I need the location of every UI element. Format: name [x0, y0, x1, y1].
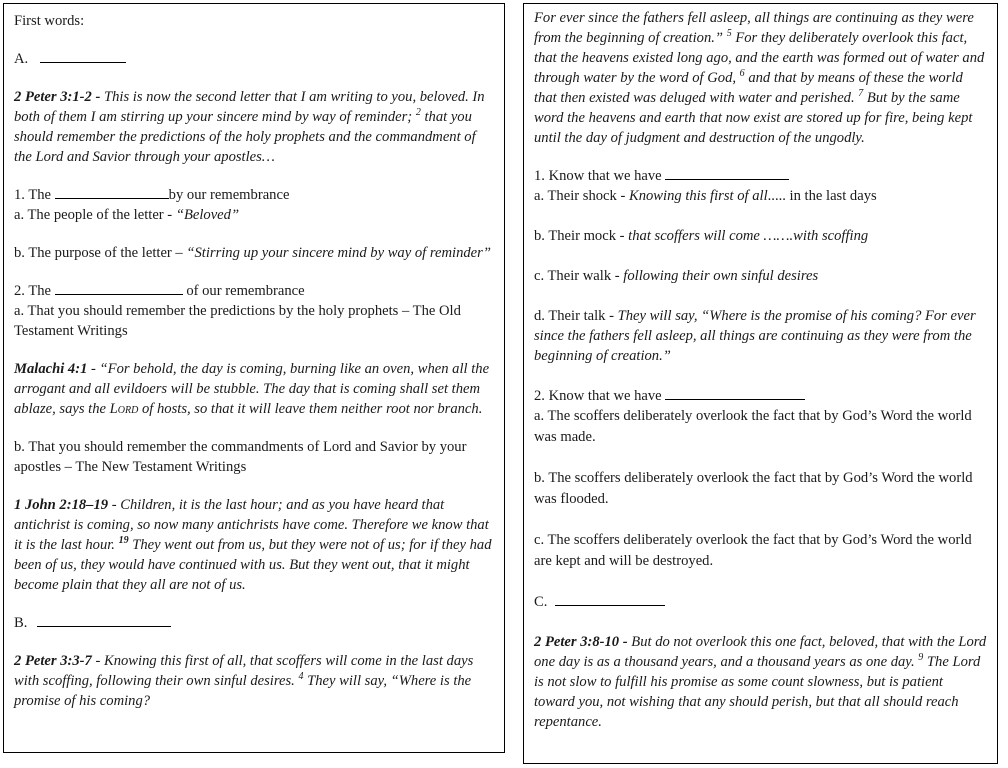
- point-1: [14, 185, 494, 205]
- section-b: [14, 613, 494, 633]
- section-a: [14, 49, 494, 69]
- scripture-text: - Knowing this first of all, that scoffers will come in the last days with scoffing, following their own sinful desires.: [14, 653, 474, 689]
- section-a-label: A.: [14, 51, 29, 67]
- verse-number: 6: [739, 68, 745, 80]
- scripture-2peter-3-8-10: [534, 632, 987, 732]
- know-2b: b. The scoffers deliberately overlook the fact that by God’s Word the world was flooded.: [534, 470, 973, 507]
- point-text: c. Their walk -: [534, 268, 624, 284]
- section-c: [534, 592, 987, 612]
- scripture-ref: Malachi 4:1: [14, 361, 88, 377]
- point-2-suffix: of our remembrance: [182, 283, 305, 299]
- point-1-prefix: 1. The: [14, 187, 55, 203]
- heading-first-words: First words:: [14, 13, 85, 29]
- point-2b: b. That you should remember the commandments of Lord and Savior by your apostles – The New Testament Writings: [14, 439, 467, 475]
- scripture-text: For ever since the fathers fell asleep, all things are continuing as they were from the beginning of creation.”: [534, 10, 974, 46]
- fill-in-blank-a[interactable]: [40, 49, 126, 63]
- left-panel: [3, 3, 505, 753]
- point-quote: “Beloved”: [175, 207, 240, 223]
- point-text: b. Their mock -: [534, 228, 629, 244]
- know-2a: a. The scoffers deliberately overlook the fact that by God’s Word the world was made.: [534, 408, 972, 445]
- scripture-text: They will say, “Where is the promise of his coming?: [14, 673, 472, 709]
- scripture-text: But do not overlook this one fact, beloved, that with the Lord one day is as a thousand years, and a thousand years as one day.: [534, 634, 987, 670]
- fill-in-blank-know-1[interactable]: [665, 166, 789, 180]
- know-2-prefix: 2. Know that we have: [534, 388, 666, 404]
- scripture-continuation: [534, 8, 987, 148]
- scripture-malachi-4-1: [14, 359, 494, 419]
- fill-in-blank-1[interactable]: [55, 185, 169, 199]
- scripture-text: They went out from us, but they were not of us; for if they had been of us, they would have continued with us. But they went out, that it might become plain that they all are not of us.: [14, 537, 492, 593]
- point-1-suffix: by our remembrance: [168, 187, 290, 203]
- scripture-text: that you should remember the predictions of the holy prophets and the commandment of the Lord and Savior through your apostles…: [14, 109, 476, 165]
- verse-number: 4: [298, 671, 304, 683]
- know-1a: [534, 186, 987, 206]
- point-text: a. Their shock -: [534, 188, 629, 204]
- scripture-text: For they deliberately overlook this fact, that the heavens existed long ago, and the earth was formed out of water and through water by the word of God,: [534, 30, 985, 86]
- know-1d: [534, 306, 987, 366]
- know-1-prefix: 1. Know that we have: [534, 168, 666, 184]
- scripture-ref: 2 Peter 3:3-7: [14, 653, 92, 669]
- scripture-2peter-3-1-2: [14, 87, 494, 167]
- verse-number: 19: [118, 535, 129, 547]
- know-1: [534, 166, 987, 186]
- point-quote: following their own sinful desires: [623, 268, 819, 284]
- scripture-ref: 2 Peter 3:1-2 -: [14, 89, 101, 105]
- section-b-label: B.: [14, 615, 28, 631]
- scripture-ref: 2 Peter 3:8-10 -: [534, 634, 628, 650]
- fill-in-blank-2[interactable]: [55, 281, 183, 295]
- scripture-text: - Children, it is the last hour; and as you have heard that antichrist is coming, so now many antichrists have come. Therefore we know that it is the last hour.: [14, 497, 489, 553]
- point-text: ..... in the last days: [767, 188, 877, 204]
- know-2: [534, 386, 987, 406]
- fill-in-blank-b[interactable]: [37, 613, 171, 627]
- scripture-text: and that by means of these the world that then existed was deluged with water and perished.: [534, 70, 963, 106]
- section-c-label: C.: [534, 594, 548, 610]
- point-quote: They will say, “Where is the promise of his coming? For ever since the fathers fell asleep, all things are continuing as they were from the beginning of creation.”: [534, 308, 976, 364]
- scripture-text: This is now the second letter that I am writing to you, beloved. In both of them I am stirring up your sincere mind by way of reminder;: [14, 89, 485, 125]
- know-1c: [534, 266, 987, 286]
- lord-smallcaps: Lord: [109, 401, 139, 417]
- scripture-2peter-3-3-7: [14, 651, 494, 711]
- verse-number: 5: [726, 28, 732, 40]
- point-text: a. The people of the letter -: [14, 207, 176, 223]
- scripture-1john-2-18-19: [14, 495, 494, 595]
- know-1b: [534, 226, 987, 246]
- point-quote: Knowing this first of all: [628, 188, 768, 204]
- right-panel: [523, 3, 998, 764]
- fill-in-blank-c[interactable]: [555, 592, 665, 606]
- point-quote: “Stirring up your sincere mind by way of reminder”: [186, 245, 491, 261]
- fill-in-blank-know-2[interactable]: [665, 386, 805, 400]
- point-quote: that scoffers will come …….with scoffing: [628, 228, 869, 244]
- point-text: b. The purpose of the letter –: [14, 245, 187, 261]
- scripture-text: of hosts, so that it will leave them neither root nor branch.: [138, 401, 483, 417]
- scripture-text: But by the same word the heavens and earth that now exist are stored up for fire, being kept until the day of judgment and destruction of the ungodly.: [534, 90, 973, 146]
- point-2: [14, 281, 494, 301]
- scripture-text: The Lord is not slow to fulfill his promise as some count slowness, but is patient toward you, not wishing that any should perish, but that all should reach repentance.: [534, 654, 981, 730]
- point-2-prefix: 2. The: [14, 283, 55, 299]
- verse-number: 7: [858, 88, 864, 100]
- verse-number: 9: [918, 652, 924, 664]
- scripture-text: - “For behold, the day is coming, burning like an oven, when all the arrogant and all evildoers will be stubble. The day that is coming shall set them ablaze, says the: [14, 361, 490, 417]
- scripture-ref: 1 John 2:18–19: [14, 497, 109, 513]
- know-2c: c. The scoffers deliberately overlook the fact that by God’s Word the world are kept and will be destroyed.: [534, 532, 972, 569]
- point-1b: [14, 243, 494, 263]
- verse-number: 2: [415, 107, 421, 119]
- point-2a: a. That you should remember the predictions by the holy prophets – The Old Testament Writings: [14, 303, 461, 339]
- point-1a: [14, 205, 494, 225]
- point-text: d. Their talk -: [534, 308, 618, 324]
